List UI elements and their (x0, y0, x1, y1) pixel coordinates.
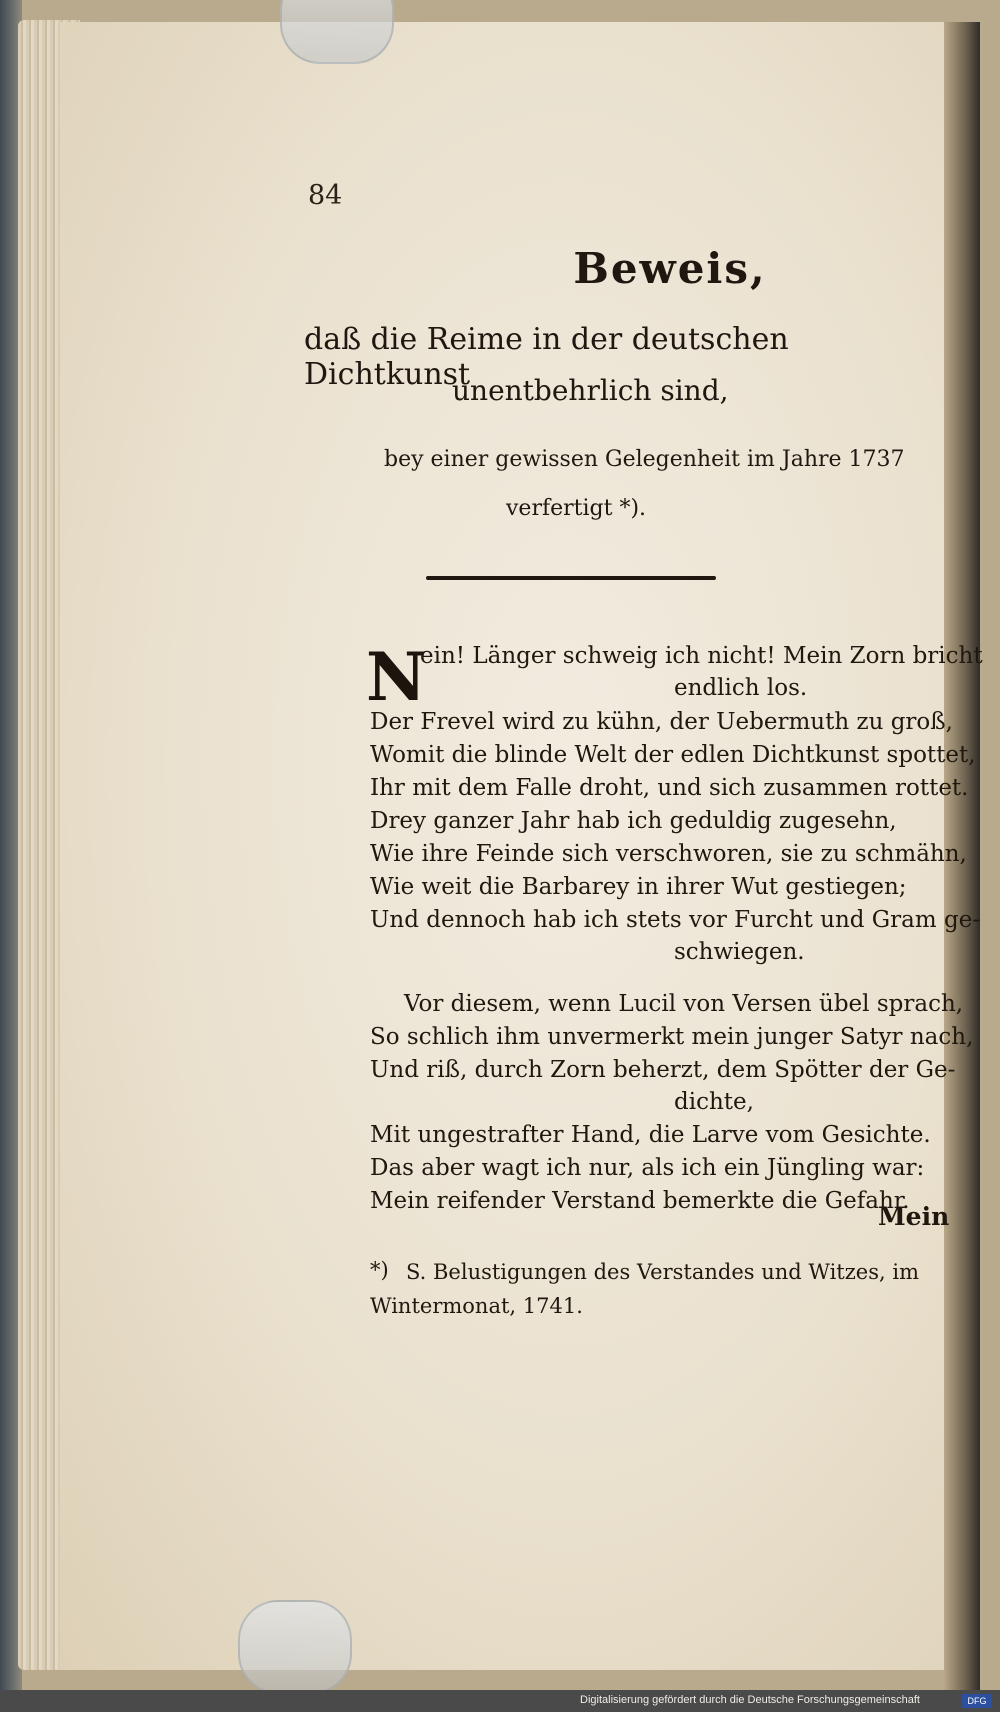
verse-line: So schlich ihm unvermerkt mein junger Satyr nach, (370, 1024, 974, 1050)
verse-line: Das aber wagt ich nur, als ich ein Jüngling war: (370, 1155, 925, 1181)
page-clip (280, 0, 394, 64)
verse-line: Wie weit die Barbarey in ihrer Wut gestiegen; (370, 874, 907, 900)
title-line-3: unentbehrlich sind, (452, 374, 729, 407)
verse-line: dichte, (674, 1089, 754, 1115)
verse-line: Ihr mit dem Falle droht, und sich zusammen rottet. (370, 775, 969, 801)
title-line-5: verfertigt *). (506, 496, 647, 521)
verse-line: Drey ganzer Jahr hab ich geduldig zugesehn, (370, 808, 897, 834)
verse-line: Und dennoch hab ich stets vor Furcht und Gram ge- (370, 907, 981, 933)
page-clip (238, 1600, 352, 1694)
digitization-credit: Digitalisierung gefördert durch die Deutsche Forschungsgemeinschaft (580, 1694, 920, 1706)
verse-line: Mein reifender Verstand bemerkte die Gefahr. (370, 1188, 910, 1214)
book-page (60, 22, 983, 1670)
verse-line: Vor diesem, wenn Lucil von Versen übel sprach, (404, 991, 964, 1017)
drop-capital: N (366, 638, 427, 716)
verse-line: schwiegen. (674, 939, 805, 965)
title-line-4: bey einer gewissen Gelegenheit im Jahre 1737 (384, 447, 905, 472)
dfg-logo: DFG (962, 1694, 992, 1708)
verse-line: ein! Länger schweig ich nicht! Mein Zorn bricht (420, 643, 983, 669)
verse-line: endlich los. (674, 675, 808, 701)
verse-line: Und riß, durch Zorn beherzt, dem Spötter der Ge- (370, 1057, 956, 1083)
title-rule (426, 576, 716, 580)
verse-line: Mit ungestrafter Hand, die Larve vom Gesichte. (370, 1122, 931, 1148)
catchword: Mein (878, 1202, 950, 1231)
footnote-line: Wintermonat, 1741. (370, 1294, 583, 1318)
title-line-2: daß die Reime in der deutschen Dichtkunst (304, 322, 789, 392)
verse-line: Womit die blinde Welt der edlen Dichtkunst spottet, (370, 742, 976, 768)
verse-line: Der Frevel wird zu kühn, der Uebermuth zu groß, (370, 709, 953, 735)
verse-line: Wie ihre Feinde sich verschworen, sie zu schmähn, (370, 841, 967, 867)
title-heading: Beweis, (573, 244, 767, 293)
footnote-mark: *) (370, 1258, 389, 1282)
footnote-line: S. Belustigungen des Verstandes und Witzes, im (406, 1260, 919, 1284)
page-number: 84 (308, 180, 343, 211)
